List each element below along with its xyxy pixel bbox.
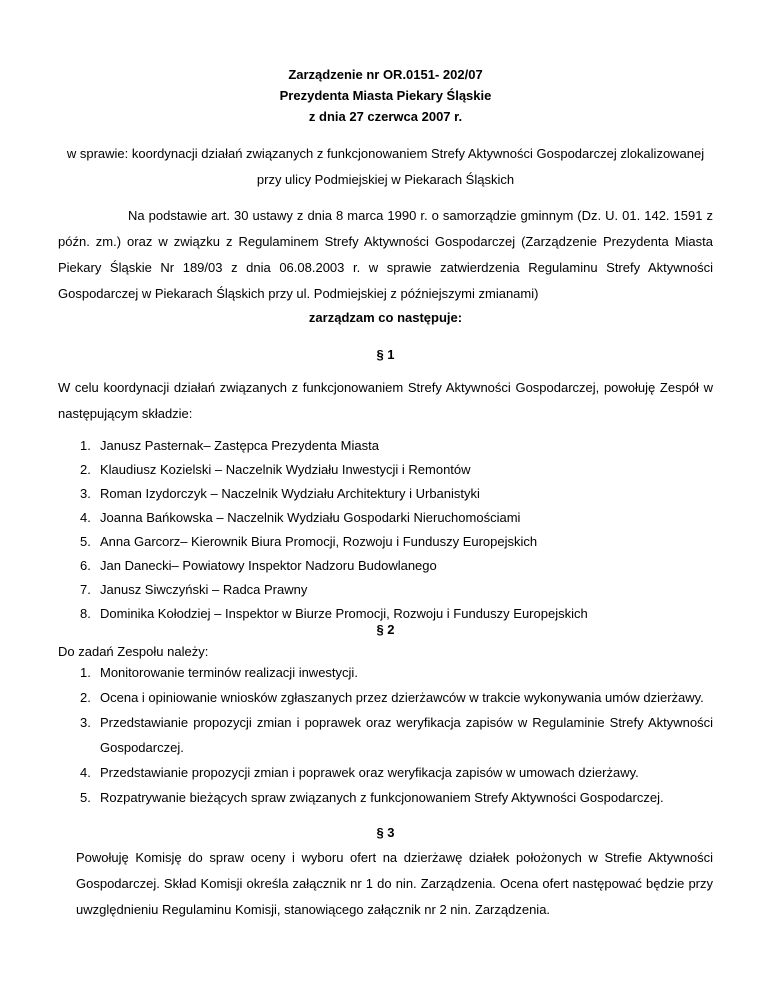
list-item [58, 660, 713, 685]
legal-basis-paragraph [58, 203, 713, 307]
member-text: Janusz Pasternak– Zastępca Prezydenta Miasta [100, 438, 379, 453]
decree-statement: zarządzam co następuje: [308, 310, 463, 325]
member-text: Anna Garcorz– Kierownik Biura Promocji, Rozwoju i Funduszy Europejskich [100, 534, 538, 549]
task-text: Monitorowanie terminów realizacji inwestycji. [100, 665, 358, 680]
member-text: Roman Izydorczyk – Naczelnik Wydziału Architektury i Urbanistyki [100, 486, 480, 501]
subject-paragraph: w sprawie: koordynacji działań związanych z funkcjonowaniem Strefy Aktywności Gospodarczej zlokalizowanej przy ulicy Podmiejskiej w Piekarach Śląskich [66, 146, 705, 187]
section-3-title: § 3 [376, 825, 395, 840]
member-text: Jan Danecki– Powiatowy Inspektor Nadzoru Budowlanego [100, 558, 437, 573]
list-number: 5. [80, 534, 91, 549]
list-item [58, 434, 713, 458]
list-number: 1. [80, 438, 91, 453]
list-item [58, 578, 713, 602]
list-number: 4. [80, 510, 91, 525]
list-item [58, 458, 713, 482]
list-number: 4. [80, 765, 91, 780]
list-number: 3. [80, 486, 91, 501]
task-text: Rozpatrywanie bieżących spraw związanych z funkcjonowaniem Strefy Aktywności Gospodarczej. [100, 790, 664, 805]
section-1-title: § 1 [376, 347, 395, 362]
list-item [58, 710, 713, 760]
task-text: Ocena i opiniowanie wniosków zgłaszanych przez dzierżawców w trakcie wykonywania umów dzierżawy. [100, 690, 704, 705]
list-item [58, 506, 713, 530]
section-1-text: W celu koordynacji działań związanych z funkcjonowaniem Strefy Aktywności Gospodarczej, powołuję Zespół w następującym składzie: [58, 380, 713, 421]
member-text: Joanna Bańkowska – Naczelnik Wydziału Gospodarki Nieruchomościami [100, 510, 521, 525]
member-text: Janusz Siwczyński – Radca Prawny [100, 582, 308, 597]
member-text: Klaudiusz Kozielski – Naczelnik Wydziału Inwestycji i Remontów [100, 462, 471, 477]
member-text: Dominika Kołodziej – Inspektor w Biurze Promocji, Rozwoju i Funduszy Europejskich [100, 606, 588, 621]
document-header [58, 64, 713, 127]
team-members-list [58, 434, 713, 626]
list-number: 7. [80, 582, 91, 597]
list-number: 8. [80, 606, 91, 621]
list-item [58, 530, 713, 554]
list-item [58, 760, 713, 785]
legal-basis-text: Na podstawie art. 30 ustawy z dnia 8 marca 1990 r. o samorządzie gminnym (Dz. U. 01. 142. 1591 z późn. zm.) oraz w związku z Regulaminem Strefy Aktywności Gospodarczej (Zarządzenie Prezydenta Miasta Piekary Śląskie Nr 189/03 z dnia 06.08.2003 r. w sprawie zatwierdzenia Regulaminu Strefy Aktywności Gospodarczej w Piekarach Śląskich przy ul. Podmiejskiej z późniejszymi zmianami) [58, 208, 713, 301]
section-2-intro: Do zadań Zespołu należy: [58, 644, 209, 659]
team-tasks-list [58, 660, 713, 810]
task-text: Przedstawianie propozycji zmian i poprawek oraz weryfikacja zapisów w umowach dzierżawy. [100, 765, 639, 780]
order-number: Zarządzenie nr OR.0151- 202/07 [288, 67, 483, 82]
issuer: Prezydenta Miasta Piekary Śląskie [279, 88, 492, 103]
list-item [58, 482, 713, 506]
section-3-text: Powołuję Komisję do spraw oceny i wyboru ofert na dzierżawę działek położonych w Strefie Aktywności Gospodarczej. Skład Komisji określa załącznik nr 1 do nin. Zarządzenia. Ocena ofert następować będzie przy uwzględnieniu Regulaminu Komisji, stanowiącego załącznik nr 2 nin. Zarządzenia. [76, 850, 713, 917]
list-item [58, 785, 713, 810]
order-date: z dnia 27 czerwca 2007 r. [308, 109, 463, 124]
list-item [58, 554, 713, 578]
list-item [58, 685, 713, 710]
list-number: 3. [80, 715, 91, 730]
list-number: 6. [80, 558, 91, 573]
list-number: 5. [80, 790, 91, 805]
task-text: Przedstawianie propozycji zmian i poprawek oraz weryfikacja zapisów w Regulaminie Strefy Aktywności Gospodarczej. [100, 715, 713, 755]
list-number: 2. [80, 462, 91, 477]
list-number: 1. [80, 665, 91, 680]
list-number: 2. [80, 690, 91, 705]
section-2-title: § 2 [376, 622, 395, 637]
